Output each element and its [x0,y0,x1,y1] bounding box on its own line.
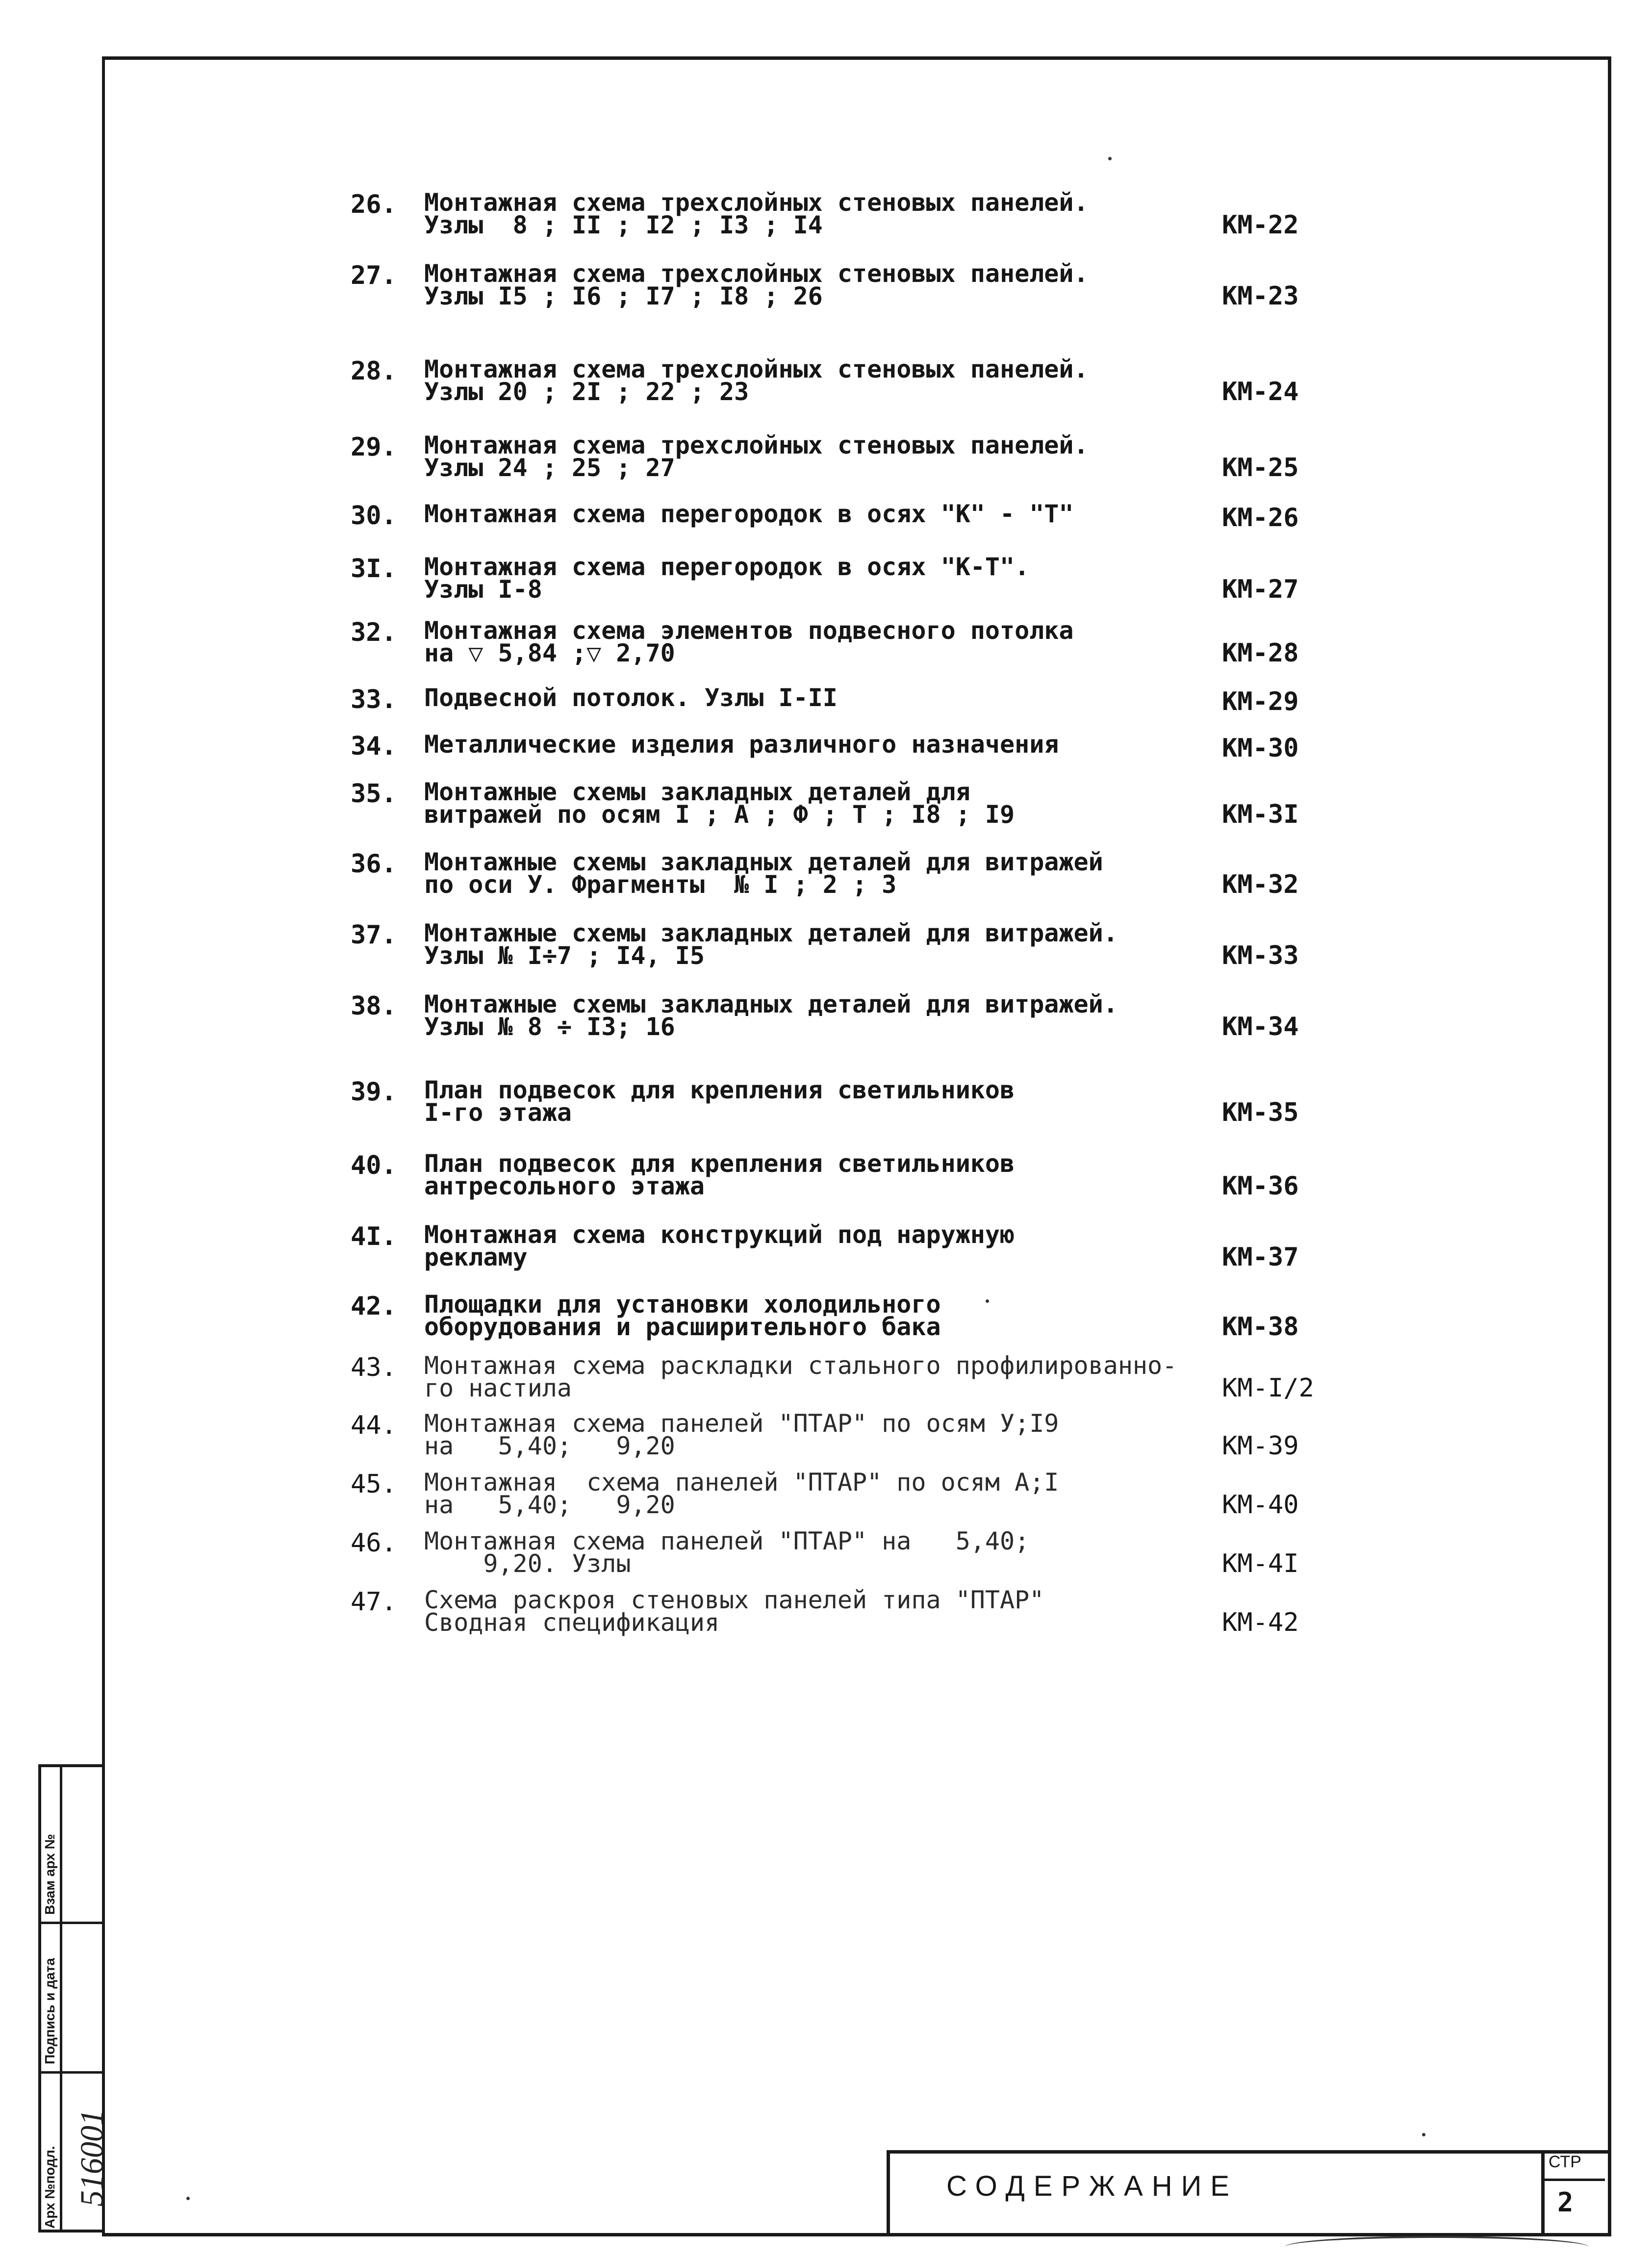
entry-number: 29. [351,432,397,462]
entry-sheet-code: КМ-35 [1222,1098,1299,1127]
page-title: СОДЕРЖАНИЕ [946,2170,1238,2202]
entry-title-line-1: Монтажная схема элементов подвесного потолка [424,616,1074,645]
entry-number: 45. [351,1470,397,1499]
entry-title [424,616,1258,667]
entry-title-line-2: по оси У. Фрагменты № I ; 2 ; 3 [424,870,897,899]
entry-sheet-code: КМ-24 [1222,377,1299,406]
entry-title [424,431,1258,482]
entry-title [424,1586,1258,1637]
entry-title [424,1468,1258,1519]
entry-title-line-2: Узлы № I÷7 ; I4, I5 [424,941,705,970]
entry-title [424,1351,1258,1402]
entry-sheet-code: КМ-37 [1222,1243,1299,1272]
entry-sheet-code: КМ-3I [1222,800,1299,829]
entry-title-line-1: План подвесок для крепления светильников [424,1076,1015,1104]
entry-title-line-2: Узлы I5 ; I6 ; I7 ; I8 ; 26 [424,282,823,310]
entry-number: 40. [351,1151,397,1180]
entry-number: 47. [351,1587,397,1617]
entry-title [424,684,1258,712]
sheet-label: СТР [1549,2153,1581,2171]
entry-number: 38. [351,991,397,1021]
entry-title-line-1: Монтажная схема панелей "ПТАР" по осям У;I9 [424,1409,1059,1438]
entry-number: 3I. [351,554,397,584]
entry-sheet-code: КМ-28 [1222,638,1299,668]
speck [1108,157,1112,160]
speck [1422,2133,1425,2136]
handwritten-mark [1285,2236,1589,2258]
entry-title-line-1: План подвесок для крепления светильников [424,1149,1015,1178]
entry-number: 28. [351,356,397,386]
entry-sheet-code: КМ-29 [1222,687,1299,716]
entry-title-line-1: Монтажные схемы закладных деталей для витражей [424,848,1103,876]
entry-title-line-2: го настила [424,1374,572,1402]
entry-title-line-1: Монтажная схема трехслойных стеновых панелей. [424,431,1089,459]
entry-title-line-2: Узлы 8 ; II ; I2 ; I3 ; I4 [424,211,823,239]
entry-title-line-1: Монтажные схемы закладных деталей для витражей. [424,919,1118,947]
entry-number: 43. [351,1353,397,1382]
entry-title-line-2: 9,20. Узлы [424,1549,631,1578]
entry-number: 33. [351,685,397,714]
entry-title [424,919,1258,970]
entry-sheet-code: КМ-25 [1222,453,1299,482]
entry-title [424,730,1258,759]
entry-title [424,1076,1258,1127]
entry-sheet-code: КМ-39 [1222,1431,1299,1461]
entry-title-line-2: на 5,40; 9,20 [424,1491,675,1519]
entry-title-line-1: Монтажная схема трехслойных стеновых панелей. [424,188,1089,217]
entry-number: 39. [351,1077,397,1107]
stamp-divider-1 [41,1922,102,1924]
entry-title-line-1: Площадки для установки холодильного [424,1290,941,1319]
entry-number: 26. [351,190,397,219]
entry-title-line-1: Монтажная схема трехслойных стеновых панелей. [424,259,1089,288]
entry-title-line-2: Сводная спецификация [424,1608,720,1637]
entry-number: 37. [351,920,397,950]
entry-title-line-2: витражей по осям I ; А ; Ф ; Т ; I8 ; I9 [424,800,1015,829]
entry-sheet-code: КМ-4I [1222,1549,1299,1578]
entry-title-line-2: I-го этажа [424,1098,572,1127]
entry-title-line-1: Монтажная схема раскладки стального профилированно- [424,1351,1177,1380]
entry-title [424,188,1258,239]
entry-title-line-2: Узлы 20 ; 2I ; 22 ; 23 [424,378,749,406]
entry-title-line-1: Монтажная схема конструкций под наружную [424,1220,1015,1249]
entry-title-line-1: Монтажные схемы закладных деталей для витражей. [424,990,1118,1018]
entry-number: 32. [351,618,397,647]
speck [186,2197,190,2200]
handwritten-archive-number: 516001 [74,2109,110,2207]
entry-title [424,500,1258,528]
entry-sheet-code: КМ-26 [1222,503,1299,533]
stamp-label-archive-number: Арх №подл. [42,2146,57,2229]
entry-title [424,553,1258,604]
entry-number: 4I. [351,1222,397,1251]
entry-title-line-2: антресольного этажа [424,1172,705,1200]
entry-title [424,1290,1258,1341]
entry-title [424,355,1258,406]
sheet-number: 2 [1557,2187,1574,2218]
entry-sheet-code: КМ-38 [1222,1312,1299,1342]
entry-sheet-code: КМ-23 [1222,281,1299,311]
entry-title [424,778,1258,829]
entry-title [424,1149,1258,1200]
entry-sheet-code: КМ-30 [1222,734,1299,763]
entry-title-line-1: Монтажная схема панелей "ПТАР" по осям А;I [424,1468,1059,1497]
entry-title [424,1409,1258,1460]
entry-title-line-2: на ▽ 5,84 ;▽ 2,70 [424,639,675,667]
entry-title-line-1: Подвесной потолок. Узлы I-II [424,684,838,712]
entry-title-line-1: Монтажная схема панелей "ПТАР" на 5,40; [424,1527,1030,1555]
entry-title-line-1: Монтажная схема перегородок в осях "К-Т". [424,553,1030,581]
entry-number: 34. [351,732,397,761]
stamp-label-replacement-number: Взам арх № [42,1834,57,1915]
entry-title [424,1220,1258,1271]
entry-title-line-2: на 5,40; 9,20 [424,1432,675,1460]
entry-title-line-1: Монтажная схема трехслойных стеновых панелей. [424,355,1089,383]
sheet-divider [1541,2179,1605,2181]
entry-title-line-2: оборудования и расширительного бака [424,1313,941,1341]
entry-title [424,259,1258,310]
entry-sheet-code: КМ-34 [1222,1012,1299,1041]
entry-title-line-1: Схема раскроя стеновых панелей типа "ПТАР" [424,1586,1044,1614]
entry-sheet-code: КМ-36 [1222,1171,1299,1201]
entry-title-line-2: рекламу [424,1243,528,1271]
entry-sheet-code: КМ-I/2 [1222,1373,1314,1403]
entry-sheet-code: КМ-42 [1222,1608,1299,1637]
stamp-label-signature-date: Подпись и дата [42,1958,57,2064]
entry-title-line-2: Узлы I-8 [424,575,542,604]
entry-title-line-2: Узлы 24 ; 25 ; 27 [424,454,675,482]
entry-sheet-code: КМ-22 [1222,210,1299,240]
entry-number: 46. [351,1528,397,1558]
entry-number: 36. [351,849,397,879]
entry-title-line-1: Монтажная схема перегородок в осях "К" - "Т" [424,500,1074,528]
entry-number: 44. [351,1411,397,1440]
entry-title-line-1: Монтажные схемы закладных деталей для [424,778,970,806]
stamp-divider-2 [41,2071,102,2074]
entry-title [424,848,1258,899]
entry-number: 35. [351,779,397,809]
entry-title [424,990,1258,1041]
entry-sheet-code: КМ-32 [1222,870,1299,899]
entry-sheet-code: КМ-27 [1222,575,1299,604]
entry-number: 30. [351,501,397,531]
entry-title-line-1: Металлические изделия различного назначения [424,730,1059,759]
entry-sheet-code: КМ-40 [1222,1490,1299,1520]
entry-number: 27. [351,261,397,290]
entry-sheet-code: КМ-33 [1222,941,1299,970]
speck [986,1299,989,1303]
entry-title [424,1527,1258,1578]
entry-title-line-2: Узлы № 8 ÷ I3; 16 [424,1013,675,1041]
entry-number: 42. [351,1292,397,1321]
